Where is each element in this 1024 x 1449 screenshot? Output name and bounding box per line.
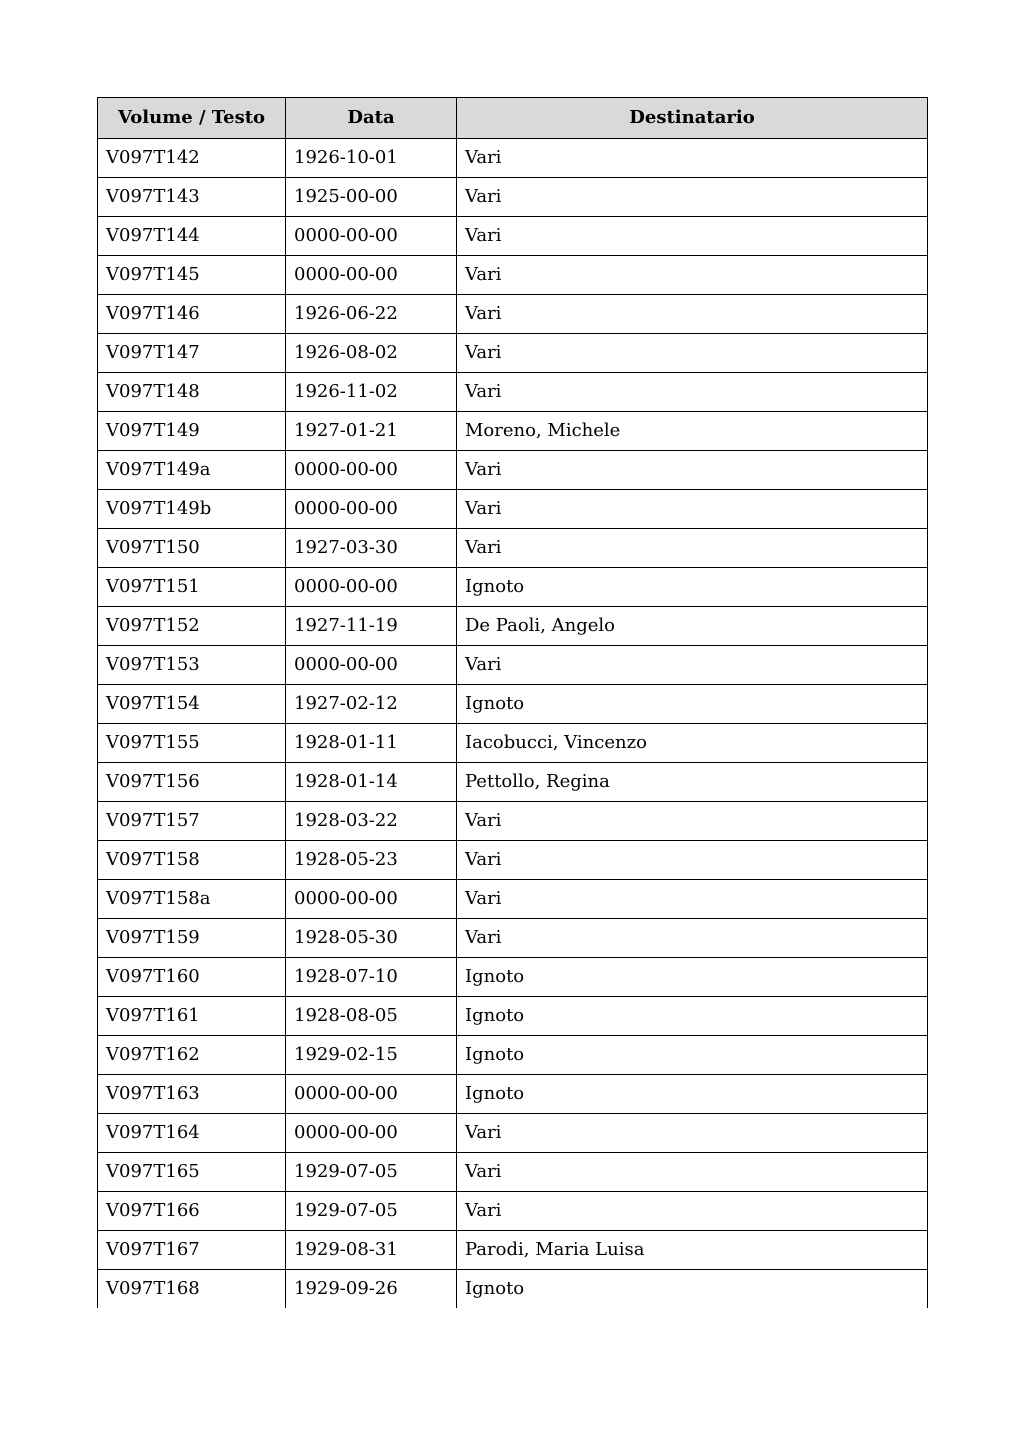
cell-destinatario: Vari (457, 1153, 928, 1192)
cell-destinatario: Vari (457, 256, 928, 295)
cell-destinatario: Pettollo, Regina (457, 763, 928, 802)
table-row (98, 880, 928, 919)
cell-volume-testo: V097T152 (98, 607, 286, 646)
cell-volume-testo: V097T144 (98, 217, 286, 256)
cell-data: 1928-08-05 (286, 997, 457, 1036)
table-row (98, 256, 928, 295)
cell-volume-testo: V097T158 (98, 841, 286, 880)
cell-data: 1928-03-22 (286, 802, 457, 841)
cell-destinatario: Ignoto (457, 958, 928, 997)
cell-data: 1926-06-22 (286, 295, 457, 334)
cell-volume-testo: V097T160 (98, 958, 286, 997)
cell-volume-testo: V097T163 (98, 1075, 286, 1114)
cell-destinatario: Vari (457, 802, 928, 841)
cell-volume-testo: V097T153 (98, 646, 286, 685)
cell-volume-testo: V097T149 (98, 412, 286, 451)
cell-destinatario: Parodi, Maria Luisa (457, 1231, 928, 1270)
table-row (98, 139, 928, 178)
cell-data: 0000-00-00 (286, 568, 457, 607)
cell-volume-testo: V097T154 (98, 685, 286, 724)
cell-data: 1929-09-26 (286, 1270, 457, 1309)
table-row (98, 841, 928, 880)
cell-data: 0000-00-00 (286, 1114, 457, 1153)
table-row (98, 529, 928, 568)
cell-destinatario: Ignoto (457, 685, 928, 724)
cell-data: 1927-02-12 (286, 685, 457, 724)
cell-volume-testo: V097T149b (98, 490, 286, 529)
cell-volume-testo: V097T148 (98, 373, 286, 412)
cell-data: 1927-03-30 (286, 529, 457, 568)
cell-volume-testo: V097T142 (98, 139, 286, 178)
table-row (98, 763, 928, 802)
table-row (98, 1153, 928, 1192)
cell-data: 1926-11-02 (286, 373, 457, 412)
column-header-volume-testo: Volume / Testo (98, 98, 286, 139)
cell-volume-testo: V097T161 (98, 997, 286, 1036)
cell-data: 1928-07-10 (286, 958, 457, 997)
cell-destinatario: De Paoli, Angelo (457, 607, 928, 646)
cell-data: 1929-08-31 (286, 1231, 457, 1270)
cell-destinatario: Vari (457, 1192, 928, 1231)
cell-destinatario: Vari (457, 529, 928, 568)
cell-destinatario: Vari (457, 217, 928, 256)
table-row (98, 412, 928, 451)
cell-data: 1928-05-23 (286, 841, 457, 880)
table-row (98, 997, 928, 1036)
cell-destinatario: Ignoto (457, 1036, 928, 1075)
cell-data: 1927-01-21 (286, 412, 457, 451)
cell-data: 0000-00-00 (286, 256, 457, 295)
cell-volume-testo: V097T157 (98, 802, 286, 841)
cell-volume-testo: V097T143 (98, 178, 286, 217)
cell-volume-testo: V097T147 (98, 334, 286, 373)
cell-data: 1925-00-00 (286, 178, 457, 217)
table-row (98, 958, 928, 997)
cell-data: 1928-05-30 (286, 919, 457, 958)
cell-data: 1926-10-01 (286, 139, 457, 178)
cell-data: 1928-01-11 (286, 724, 457, 763)
cell-destinatario: Iacobucci, Vincenzo (457, 724, 928, 763)
table-row (98, 295, 928, 334)
cell-destinatario: Vari (457, 490, 928, 529)
cell-destinatario: Vari (457, 178, 928, 217)
cell-volume-testo: V097T151 (98, 568, 286, 607)
cell-data: 1929-07-05 (286, 1192, 457, 1231)
cell-destinatario: Vari (457, 139, 928, 178)
cell-volume-testo: V097T159 (98, 919, 286, 958)
table-row (98, 1192, 928, 1231)
cell-destinatario: Vari (457, 919, 928, 958)
cell-volume-testo: V097T165 (98, 1153, 286, 1192)
table-row (98, 1075, 928, 1114)
table-row (98, 568, 928, 607)
cell-destinatario: Vari (457, 646, 928, 685)
cell-data: 1929-07-05 (286, 1153, 457, 1192)
cell-destinatario: Vari (457, 295, 928, 334)
cell-volume-testo: V097T162 (98, 1036, 286, 1075)
cell-data: 0000-00-00 (286, 217, 457, 256)
cell-volume-testo: V097T145 (98, 256, 286, 295)
table-row (98, 724, 928, 763)
cell-data: 0000-00-00 (286, 1075, 457, 1114)
table-row (98, 334, 928, 373)
cell-data: 1927-11-19 (286, 607, 457, 646)
cell-volume-testo: V097T168 (98, 1270, 286, 1309)
cell-destinatario: Vari (457, 1114, 928, 1153)
table-body (98, 139, 928, 1309)
cell-volume-testo: V097T155 (98, 724, 286, 763)
table-row (98, 919, 928, 958)
table-row (98, 646, 928, 685)
table-row (98, 1036, 928, 1075)
letters-register-table (97, 97, 928, 1308)
cell-data: 1926-08-02 (286, 334, 457, 373)
cell-data: 0000-00-00 (286, 880, 457, 919)
column-header-destinatario: Destinatario (457, 98, 928, 139)
cell-destinatario: Vari (457, 451, 928, 490)
cell-volume-testo: V097T156 (98, 763, 286, 802)
table-row (98, 802, 928, 841)
cell-volume-testo: V097T146 (98, 295, 286, 334)
cell-volume-testo: V097T150 (98, 529, 286, 568)
cell-volume-testo: V097T167 (98, 1231, 286, 1270)
cell-destinatario: Ignoto (457, 1270, 928, 1309)
table-header (98, 98, 928, 139)
cell-data: 1928-01-14 (286, 763, 457, 802)
cell-data: 0000-00-00 (286, 490, 457, 529)
table-row (98, 1270, 928, 1309)
cell-destinatario: Moreno, Michele (457, 412, 928, 451)
cell-volume-testo: V097T158a (98, 880, 286, 919)
table-row (98, 490, 928, 529)
column-header-data: Data (286, 98, 457, 139)
table-row (98, 451, 928, 490)
table-row (98, 373, 928, 412)
cell-destinatario: Vari (457, 880, 928, 919)
cell-destinatario: Vari (457, 373, 928, 412)
table-row (98, 607, 928, 646)
cell-destinatario: Vari (457, 334, 928, 373)
cell-data: 1929-02-15 (286, 1036, 457, 1075)
table-row (98, 217, 928, 256)
cell-destinatario: Vari (457, 841, 928, 880)
table-row (98, 1114, 928, 1153)
cell-destinatario: Ignoto (457, 997, 928, 1036)
cell-data: 0000-00-00 (286, 646, 457, 685)
cell-volume-testo: V097T166 (98, 1192, 286, 1231)
cell-volume-testo: V097T164 (98, 1114, 286, 1153)
table-row (98, 1231, 928, 1270)
table-row (98, 178, 928, 217)
cell-data: 0000-00-00 (286, 451, 457, 490)
cell-destinatario: Ignoto (457, 1075, 928, 1114)
header-row (98, 98, 928, 139)
cell-volume-testo: V097T149a (98, 451, 286, 490)
table-row (98, 685, 928, 724)
cell-destinatario: Ignoto (457, 568, 928, 607)
